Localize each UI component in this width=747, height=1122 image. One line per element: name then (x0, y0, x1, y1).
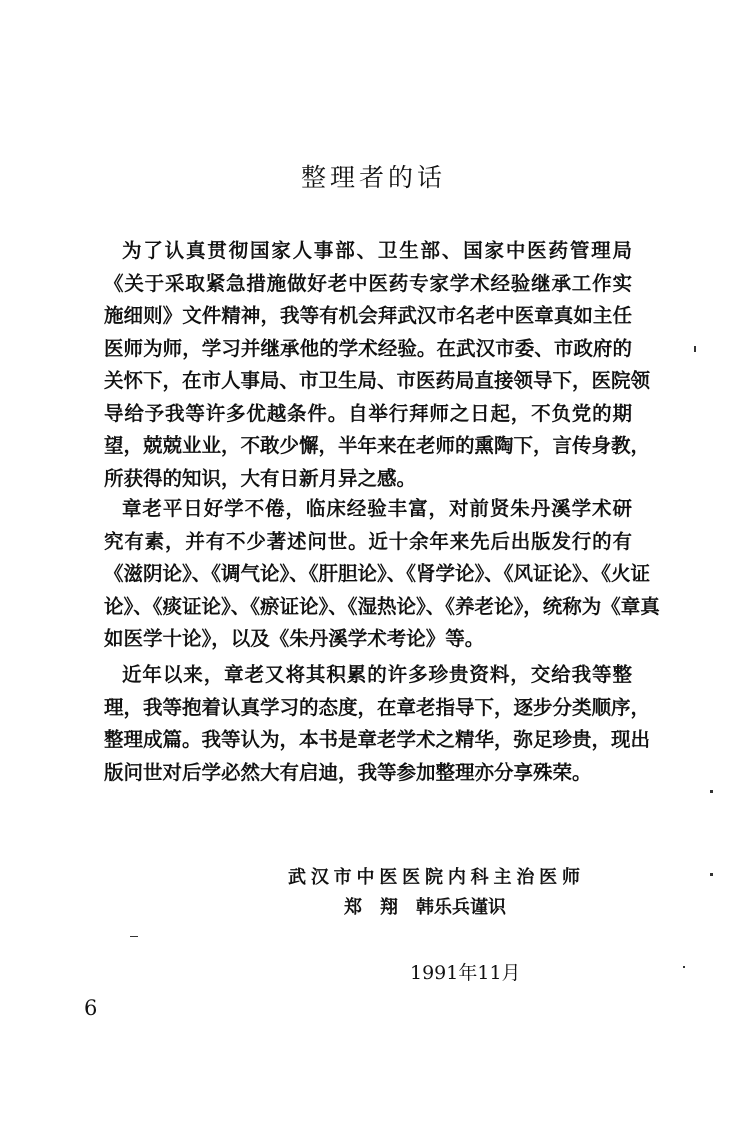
paragraph-line: 版问世对后学必然大有启迪，我等参加整理亦分享殊荣。 (104, 760, 592, 784)
paragraph-line: 为了认真贯彻国家人事部、卫生部、国家中医药管理局 (122, 239, 632, 262)
paragraph-line: 关怀下，在市人事局、市卫生局、市医药局直接领导下，医院领 (104, 369, 651, 392)
paragraph-line: 《关于采取紧急措施做好老中医药专家学术经验继承工作实 (104, 271, 632, 295)
paragraph-line: 章老平日好学不倦，临床经验丰富，对前贤朱丹溪学术研 (122, 497, 632, 520)
paragraph-line: 《滋阴论》、《调气论》、《肝胆论》、《肾学论》、《风证论》、《火证 (104, 562, 651, 585)
signature-date: 1991年11月 (410, 962, 521, 984)
paragraph-line: 究有素，并有不少著述问世。近十余年来先后出版发行的有 (104, 529, 632, 553)
scan-speck (683, 966, 685, 968)
paragraph-line: 医师为师，学习并继承他的学术经验。在武汉市委、市政府的 (104, 336, 632, 360)
paragraph-line: 近年以来，章老又将其积累的许多珍贵资料，交给我等整 (122, 663, 632, 686)
scan-speck (710, 873, 713, 876)
paragraph-line: 所获得的知识，大有日新月异之感。 (104, 466, 417, 490)
paragraph-line: 望，兢兢业业，不敢少懈，半年来在老师的熏陶下，言传身教， (104, 434, 651, 457)
paragraph-line: 如医学十论》，以及《朱丹溪学术考论》等。 (104, 627, 485, 650)
page-title: 整理者的话 (300, 163, 446, 192)
page-number: 6 (84, 996, 98, 1020)
paragraph-line: 论》、《痰证论》、《瘀证论》、《湿热论》、《养老论》，统称为《章真 (104, 594, 660, 618)
paragraph-line: 导给予我等许多优越条件。自举行拜师之日起，不负党的期 (104, 401, 632, 425)
signature-affiliation: 武汉市中医医院内科主治医师 (288, 867, 580, 888)
scan-speck (710, 790, 713, 793)
paragraph-line: 整理成篇。我等认为，本书是章老学术之精华，弥足珍贵，现出 (104, 728, 651, 751)
paragraph-line: 施细则》文件精神，我等有机会拜武汉市名老中医章真如主任 (104, 304, 632, 327)
signature-authors: 郑 翔 韩乐兵谨识 (344, 897, 506, 918)
paragraph-line: 理，我等抱着认真学习的态度，在章老指导下，逐步分类顺序， (104, 695, 651, 719)
scan-speck (694, 346, 696, 352)
scan-speck (130, 936, 138, 937)
